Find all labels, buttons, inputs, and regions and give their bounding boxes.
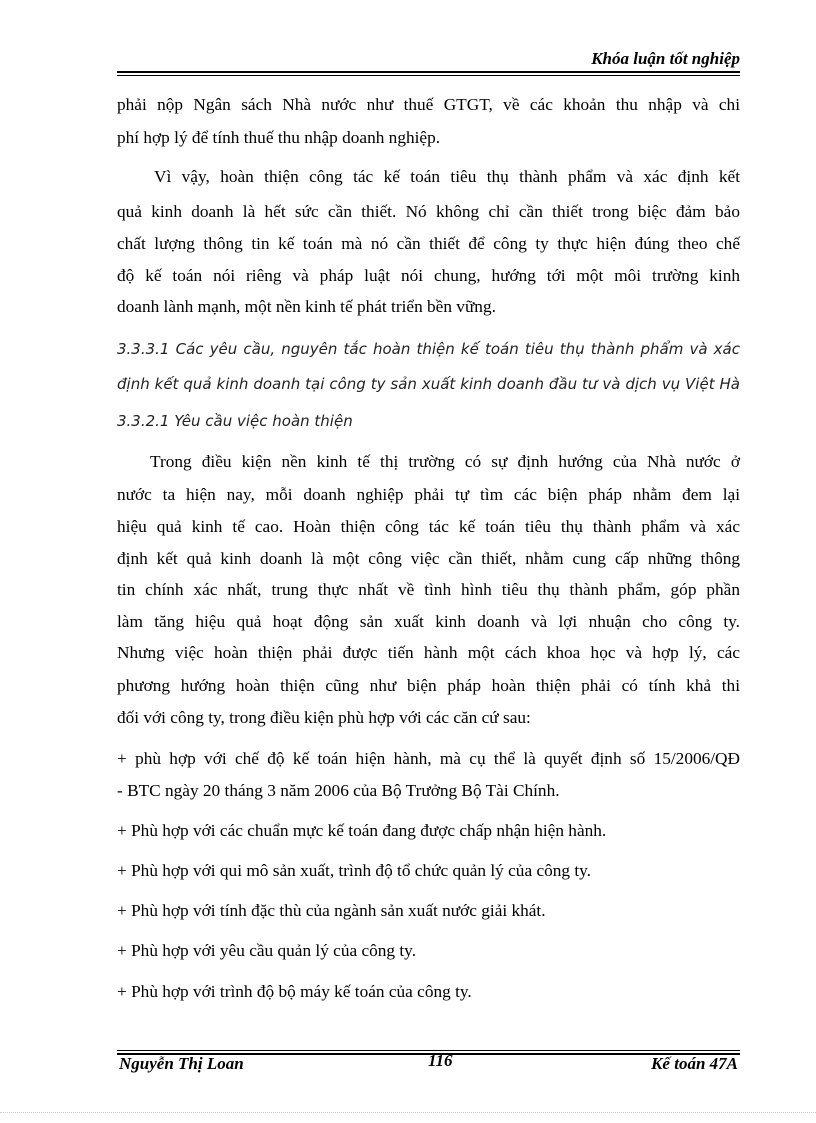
paragraph-line: tin chính xác nhất, trung thực nhất về tình hình tiêu thụ thành phẩm, góp phần bbox=[117, 580, 740, 599]
footer-author: Nguyễn Thị Loan bbox=[119, 1054, 244, 1073]
section-heading: định kết quả kinh doanh tại công ty sản xuất kinh doanh đầu tư và dịch vụ Việt Hà bbox=[117, 375, 740, 393]
paragraph-line: Nhưng việc hoàn thiện phải được tiến hành một cách khoa học và hợp lý, các bbox=[117, 643, 740, 662]
paragraph-line: Trong điều kiện nền kinh tế thị trường có sự định hướng của Nhà nước ở bbox=[150, 452, 740, 471]
header-title: Khóa luận tốt nghiệp bbox=[591, 49, 740, 68]
list-item: - BTC ngày 20 tháng 3 năm 2006 của Bộ Trưởng Bộ Tài Chính. bbox=[117, 781, 560, 800]
paragraph-line: Vì vậy, hoàn thiện công tác kế toán tiêu thụ thành phẩm và xác định kết bbox=[154, 167, 740, 186]
list-item: + phù hợp với chế độ kế toán hiện hành, mà cụ thể là quyết định số 15/2006/QĐ bbox=[117, 749, 740, 768]
paragraph-line: làm tăng hiệu quả hoạt động sản xuất kinh doanh và lợi nhuận cho công ty. bbox=[117, 612, 740, 631]
paragraph-line: định kết quả kinh doanh là một công việc cần thiết, nhằm cung cấp những thông bbox=[117, 549, 740, 568]
list-item: + Phù hợp với các chuẩn mực kế toán đang được chấp nhận hiện hành. bbox=[117, 821, 607, 840]
page-number: 116 bbox=[428, 1051, 453, 1070]
paragraph-line: phương hướng hoàn thiện cũng như biện pháp hoàn thiện phải có tính khả thi bbox=[117, 676, 740, 695]
header-rule bbox=[117, 71, 740, 73]
list-item: + Phù hợp với tính đặc thù của ngành sản xuất nước giải khát. bbox=[117, 901, 546, 920]
paragraph-line: độ kế toán nói riêng và pháp luật nói chung, hướng tới một môi trường kinh bbox=[117, 266, 740, 285]
paragraph-line: hiệu quả kinh tế cao. Hoàn thiện công tác kế toán tiêu thụ thành phẩm và xác bbox=[117, 517, 740, 536]
section-heading: 3.3.3.1 Các yêu cầu, nguyên tắc hoàn thiện kế toán tiêu thụ thành phẩm và xác bbox=[117, 340, 740, 358]
paragraph-line: chất lượng thông tin kế toán mà nó cần thiết để công ty thực hiện đúng theo chế bbox=[117, 234, 740, 253]
paragraph-line: phải nộp Ngân sách Nhà nước như thuế GTGT, về các khoản thu nhập và chi bbox=[117, 95, 740, 114]
subsection-heading: 3.3.2.1 Yêu cầu việc hoàn thiện bbox=[117, 412, 353, 430]
paragraph-line: nước ta hiện nay, mỗi doanh nghiệp phải tự tìm các biện pháp nhằm đem lại bbox=[117, 485, 740, 504]
list-item: + Phù hợp với trình độ bộ máy kế toán của công ty. bbox=[117, 982, 472, 1001]
page-bottom-border bbox=[0, 1112, 816, 1113]
paragraph-line: doanh lành mạnh, một nền kinh tế phát triển bền vững. bbox=[117, 297, 496, 316]
paragraph-line: quả kinh doanh là hết sức cần thiết. Nó không chỉ cần thiết trong biệc đảm bảo bbox=[117, 202, 740, 221]
list-item: + Phù hợp với qui mô sản xuất, trình độ tổ chức quản lý của công ty. bbox=[117, 861, 591, 880]
header-rule-thin bbox=[117, 75, 740, 76]
paragraph-line: đối với công ty, trong điều kiện phù hợp với các căn cứ sau: bbox=[117, 708, 531, 727]
list-item: + Phù hợp với yêu cầu quản lý của công ty. bbox=[117, 941, 417, 960]
paragraph-line: phí hợp lý để tính thuế thu nhập doanh nghiệp. bbox=[117, 128, 441, 147]
footer-class: Kế toán 47A bbox=[651, 1054, 738, 1073]
